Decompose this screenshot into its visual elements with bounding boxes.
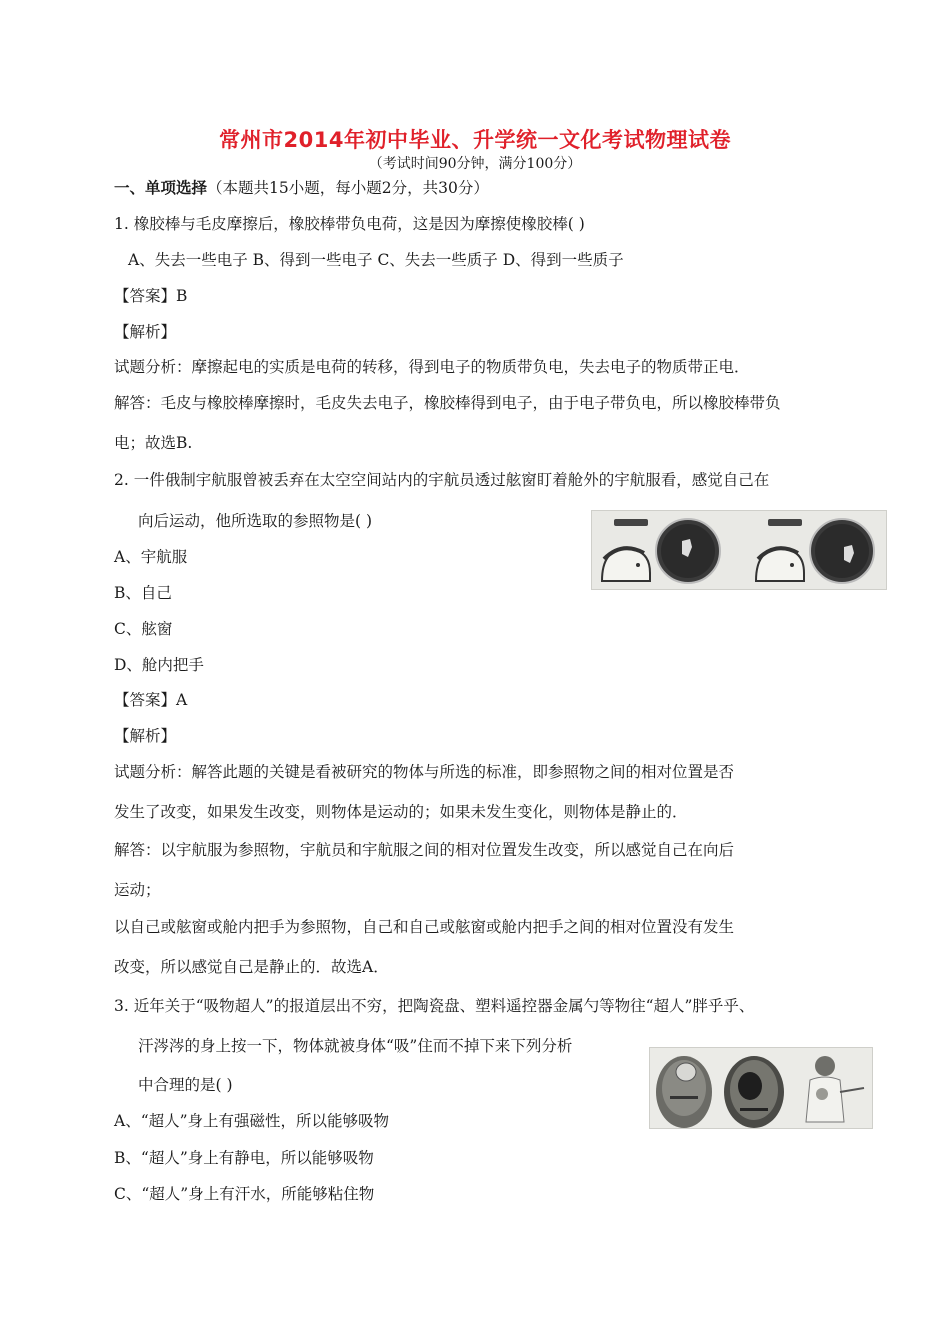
q2-option-d: D、舱内把手 (114, 656, 204, 674)
q2-analysis-line: 运动； (114, 881, 161, 899)
q2-option-a: A、宇航服 (114, 548, 188, 566)
section-heading (114, 178, 489, 198)
q3-stem: 3. 近年关于“吸物超人”的报道层出不穷，把陶瓷盘、塑料遥控器金属勺等物往“超人”胖乎乎、 (114, 997, 755, 1015)
q2-stem: 向后运动，他所选取的参照物是( ) (138, 512, 373, 530)
section-title: 一、单项选择 (114, 178, 208, 197)
q2-figure-image (591, 510, 887, 590)
q2-option-c: C、舷窗 (114, 620, 173, 638)
q2-stem: 2. 一件俄制宇航服曾被丢弃在太空空间站内的宇航员透过舷窗盯着舱外的宇航服看，感觉自己在 (114, 471, 770, 489)
section-note: （本题共15小题，每小题2分，共30分） (207, 179, 489, 197)
exam-subtitle: （考试时间90分钟，满分100分） (368, 156, 582, 172)
q2-analysis-line: 发生了改变，如果发生改变，则物体是运动的；如果未发生变化，则物体是静止的． (114, 803, 688, 821)
q1-analysis-label: 【解析】 (114, 323, 177, 341)
q1-answer: 【答案】B (114, 287, 188, 305)
q3-option-a: A、“超人”身上有强磁性，所以能够吸物 (114, 1112, 390, 1130)
q2-analysis-line: 试题分析：解答此题的关键是看被研究的物体与所选的标准，即参照物之间的相对位置是否 (114, 763, 735, 781)
q1-analysis-line: 电；故选B. (114, 434, 193, 452)
q1-stem: 1. 橡胶棒与毛皮摩擦后，橡胶棒带负电荷，这是因为摩擦使橡胶棒( ) (114, 215, 585, 233)
q2-analysis-line: 改变，所以感觉自己是静止的．故选A． (114, 958, 389, 976)
q3-figure-image (649, 1047, 873, 1129)
q1-options: A、失去一些电子 B、得到一些电子 C、失去一些质子 D、得到一些质子 (128, 251, 624, 269)
q3-option-c: C、“超人”身上有汗水，所能够粘住物 (114, 1185, 375, 1203)
q1-analysis-line: 解答：毛皮与橡胶棒摩擦时，毛皮失去电子，橡胶棒得到电子，由于电子带负电，所以橡胶棒带负 (114, 394, 781, 412)
q2-option-b: B、自己 (114, 584, 172, 602)
exam-title: 常州市2014年初中毕业、升学统一文化考试物理试卷 (219, 128, 731, 152)
q3-option-b: B、“超人”身上有静电，所以能够吸物 (114, 1149, 374, 1167)
q2-analysis-line: 以自己或舷窗或舱内把手为参照物，自己和自己或舷窗或舱内把手之间的相对位置没有发生 (114, 918, 735, 936)
q1-analysis-line: 试题分析：摩擦起电的实质是电荷的转移，得到电子的物质带负电，失去电子的物质带正电． (114, 358, 750, 376)
q3-stem: 中合理的是( ) (138, 1076, 233, 1094)
q3-stem: 汗涔涔的身上按一下，物体就被身体“吸”住而不掉下来下列分析 (138, 1037, 573, 1055)
q2-analysis-line: 解答：以宇航服为参照物，宇航员和宇航服之间的相对位置发生改变，所以感觉自己在向后 (114, 841, 735, 859)
q2-answer: 【答案】A (114, 691, 188, 709)
q2-analysis-label: 【解析】 (114, 727, 177, 745)
